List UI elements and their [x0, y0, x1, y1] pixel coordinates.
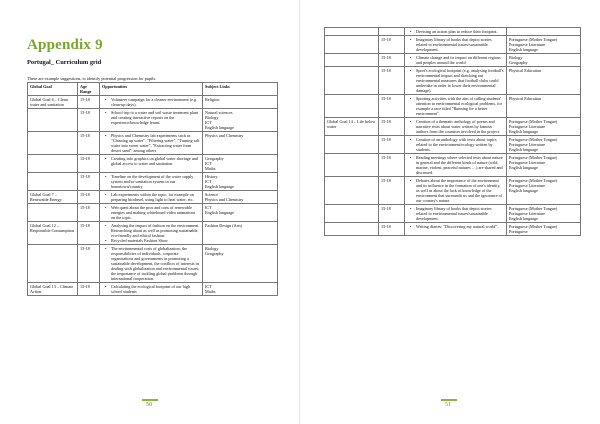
subject-link: English language [205, 125, 234, 130]
cell-global-goal: Global Goal 13 – Climate Action [28, 283, 78, 296]
opportunity-list [102, 133, 200, 153]
cell-subject-links [507, 118, 581, 136]
cell-opportunities [100, 204, 203, 222]
cell-age-range: 15-18 [379, 67, 405, 95]
subject-link: Physical Education [509, 96, 542, 101]
subject-link: English language [205, 184, 234, 189]
opportunity-item: • Imaginary library of books that depict stories related to environmental issues/sustainable development. [416, 206, 504, 221]
cell-global-goal: Global Goal 7 – Renewable Energy [28, 191, 78, 204]
cell-opportunities [100, 245, 203, 283]
opportunity-list [102, 192, 200, 202]
appendix-title: Appendix 9 [27, 37, 103, 53]
opportunity-list [102, 223, 200, 243]
opportunity-item: • Physics and Chemistry lab experiments such as "Cleaning up water", "Filtering water", "Turning salt water into sweet water", "Extracting water from desert sand", among others [111, 133, 200, 153]
page-number-left: 50 [146, 402, 152, 408]
cell-global-goal [325, 95, 379, 118]
cell-subject-links [203, 222, 278, 245]
opportunity-list [407, 68, 504, 93]
opportunity-list [102, 97, 200, 107]
opportunity-item: • Sporting activities with the aim of calling students' attention to environmental ecological problems, for example a race titled "Running for a better environment". [416, 96, 504, 116]
cell-subject-links [507, 36, 581, 54]
table-row [325, 223, 581, 236]
cell-global-goal [28, 245, 78, 283]
cell-age-range: 15-18 [78, 245, 100, 283]
cell-subject-links [203, 245, 278, 283]
cell-subject-links [203, 191, 278, 204]
cell-global-goal [325, 67, 379, 95]
subject-link: Portuguese (Mother Tongue) [509, 155, 558, 160]
opportunity-list [102, 246, 200, 281]
subject-link: English language [509, 129, 538, 134]
cell-opportunities [405, 154, 507, 177]
cell-age-range [379, 28, 405, 36]
page-number-rule [142, 399, 158, 401]
cell-opportunities [100, 96, 203, 109]
table-row [28, 173, 278, 191]
cell-subject-links [507, 177, 581, 205]
subject-link: ICT [205, 120, 212, 125]
subject-link: History [205, 174, 218, 179]
subject-link: Portuguese Literature [509, 124, 546, 129]
curriculum-grid-subtitle: Portugal_ Curriculum grid [27, 59, 102, 66]
subject-link: Portuguese (Mother Tongue) [509, 137, 558, 142]
opportunity-item: • Imaginary library of books that depict stories related to environmental issues/sustainable development. [416, 37, 504, 52]
cell-subject-links [507, 136, 581, 154]
opportunity-list [407, 96, 504, 116]
opportunity-list [407, 206, 504, 221]
subject-link: English language [205, 210, 234, 215]
subject-link: Biology [205, 115, 219, 120]
cell-subject-links [507, 67, 581, 95]
subject-link: Fashion Design (Arts) [205, 223, 243, 228]
cell-opportunities [405, 28, 507, 36]
opportunity-item: • Calculating the ecological footprint of our high school students [111, 284, 200, 294]
table-row [28, 283, 278, 296]
subject-link: Portuguese Literature [509, 160, 546, 165]
table-row [28, 204, 278, 222]
cell-subject-links [507, 223, 581, 236]
cell-age-range: 15-18 [78, 191, 100, 204]
subject-link: Physics and Chemistry [205, 197, 244, 202]
cell-subject-links [203, 173, 278, 191]
opportunity-item: • The environmental costs of globalization; the responsibilities of individuals, corporate organisations and governments in promoting a sustainable development, the conflicts of interests in dealing with globalization and environmental issues; the importance of tackling global problems through international cooperation. [111, 246, 200, 281]
subject-link: ICT [205, 161, 212, 166]
opportunity-item: • Creation of an anthology with texts about topics related to the environment/ecology written by students. [416, 137, 504, 152]
cell-subject-links [203, 283, 278, 296]
subject-link: Portuguese Literature [509, 211, 546, 216]
cell-opportunities [405, 205, 507, 223]
table-header-row [28, 83, 278, 96]
opportunity-item: • Web quest about the pros and cons of renewable energies and making whiteboard video animations on the topic. [111, 205, 200, 220]
cell-age-range: 15-18 [379, 223, 405, 236]
opportunity-item: • Reading meetings where selected texts about nature in general and the different kinds of nature (wild, marine, violent, peaceful natures …) are shared and discussed. [416, 155, 504, 175]
cell-age-range: 15-18 [379, 154, 405, 177]
table-row [325, 154, 581, 177]
opportunity-list [102, 205, 200, 220]
opportunity-list [407, 55, 504, 65]
table-row [325, 136, 581, 154]
opportunity-item: • Recycled materials Fashion Show [111, 238, 200, 243]
table-row [325, 205, 581, 223]
cell-opportunities [100, 132, 203, 155]
subject-link: Portuguese (Mother Tongue) [509, 224, 558, 229]
cell-age-range: 15-18 [78, 96, 100, 109]
cell-subject-links [203, 155, 278, 173]
cell-age-range: 15-18 [78, 132, 100, 155]
opportunity-item: • Analysing the impact of fashion on the environment. Researching about as well as promoting sustainable, eco-friendly and ethical fashion. [111, 223, 200, 238]
subject-link: English language [509, 165, 538, 170]
cell-subject-links [507, 54, 581, 67]
subject-link: Biology [205, 246, 219, 251]
subject-link: Geography [509, 60, 528, 65]
opportunity-item: • Creation of a thematic anthology of poems and narrative texts about water written by famous authors from the countries involved in the project. [416, 119, 504, 134]
cell-global-goal [325, 205, 379, 223]
cell-age-range: 15-18 [379, 136, 405, 154]
opportunity-item: • Creating info graphics on global water shortage and global access to water and sanitation. [111, 156, 200, 166]
cell-opportunities [100, 191, 203, 204]
subject-link: ICT [205, 179, 212, 184]
opportunity-item: • Timeline on the development of the water supply system and/or sanitation system in our hometown/country [111, 174, 200, 189]
curriculum-table-left [27, 82, 278, 296]
cell-opportunities [100, 173, 203, 191]
subject-link: Geography [205, 251, 224, 256]
opportunity-list [407, 29, 504, 34]
cell-age-range: 15-18 [78, 283, 100, 296]
cell-age-range: 15-18 [78, 204, 100, 222]
header-age-range: Age Range [78, 83, 100, 96]
cell-age-range: 15-18 [379, 95, 405, 118]
subject-link: Biology [509, 55, 523, 60]
subject-link: Natural sciences [205, 110, 233, 115]
opportunity-list [102, 174, 200, 189]
table-row [28, 222, 278, 245]
table-row [28, 132, 278, 155]
subject-link: Science [205, 192, 219, 197]
opportunity-list [102, 110, 200, 125]
subject-link: Portuguese (Mother Tongue) [509, 206, 558, 211]
cell-opportunities [405, 177, 507, 205]
subject-link: ICT [205, 205, 212, 210]
cell-subject-links [507, 95, 581, 118]
cell-subject-links [203, 96, 278, 109]
header-subject-links: Subject Links [203, 83, 278, 96]
cell-global-goal: Global Goal 6 – Clean water and sanitation [28, 96, 78, 109]
cell-opportunities [405, 54, 507, 67]
table-row [28, 96, 278, 109]
opportunity-list [407, 155, 504, 175]
cell-global-goal [325, 177, 379, 205]
subject-link: Portuguese [509, 229, 528, 234]
table-row [325, 118, 581, 136]
cell-subject-links [203, 132, 278, 155]
page-number-rule [441, 399, 457, 401]
cell-opportunities [405, 95, 507, 118]
page-number-right: 51 [445, 402, 451, 408]
subject-link: Portuguese Literature [509, 183, 546, 188]
cell-global-goal [325, 36, 379, 54]
table-row [325, 95, 581, 118]
opportunity-list [407, 178, 504, 203]
opportunity-list [102, 284, 200, 294]
subject-link: English language [509, 47, 538, 52]
cell-age-range: 15-18 [379, 54, 405, 67]
cell-global-goal [28, 132, 78, 155]
table-row [28, 109, 278, 132]
cell-age-range: 15-18 [78, 222, 100, 245]
subject-link: Portuguese Literature [509, 42, 546, 47]
cell-opportunities [405, 136, 507, 154]
table-row [325, 54, 581, 67]
cell-opportunities [100, 155, 203, 173]
cell-opportunities [405, 67, 507, 95]
cell-opportunities [100, 109, 203, 132]
header-global-goal: Global Goal [28, 83, 78, 96]
cell-global-goal [325, 136, 379, 154]
opportunity-list [407, 224, 504, 229]
opportunity-item: • School trip to a water and soil waste treatment plant and creating interactive reports on the experience/knowledge learnt. [111, 110, 200, 125]
cell-global-goal [28, 173, 78, 191]
cell-age-range: 15-18 [78, 155, 100, 173]
cell-age-range: 15-18 [379, 118, 405, 136]
opportunity-list [407, 137, 504, 152]
table-row [325, 28, 581, 36]
table-row [325, 67, 581, 95]
cell-subject-links [203, 204, 278, 222]
subject-link: Maths [205, 289, 216, 294]
subject-link: English language [509, 216, 538, 221]
opportunity-item: • Volunteer campaign for a cleaner environment (e.g. clean-up days). [111, 97, 200, 107]
opportunity-item: • Debates about the importance of the environment and its influence in the formation of one's identity, as well as about the lack of knowledge of the environment that surrounds us and the ignorance of our country's nature. [416, 178, 504, 203]
cell-age-range: 15-18 [78, 173, 100, 191]
cell-global-goal [28, 155, 78, 173]
header-opportunities: Opportunities [100, 83, 203, 96]
cell-global-goal [28, 109, 78, 132]
opportunity-item: • Lab experiments within the topic, for example on preparing biodiesel, using light to heat water, etc. [111, 192, 200, 202]
cell-age-range: 15-18 [78, 109, 100, 132]
subject-link: ICT [205, 284, 212, 289]
subject-link: Religion [205, 97, 220, 102]
cell-global-goal [28, 204, 78, 222]
subject-link: Physics and Chemistry [205, 133, 244, 138]
intro-text: These are example suggestions, to identify potential progression for pupils. [27, 76, 157, 81]
right-page [300, 0, 600, 424]
cell-global-goal [325, 154, 379, 177]
cell-age-range: 15-18 [379, 205, 405, 223]
subject-link: Maths [205, 166, 216, 171]
cell-opportunities [405, 36, 507, 54]
subject-link: Portuguese (Mother Tongue) [509, 178, 558, 183]
subject-link: Portuguese (Mother Tongue) [509, 119, 558, 124]
table-row [28, 155, 278, 173]
cell-global-goal [325, 54, 379, 67]
opportunity-list [407, 37, 504, 52]
subject-link: Portuguese (Mother Tongue) [509, 37, 558, 42]
subject-link: Physical Education [509, 68, 542, 73]
opportunity-list [102, 156, 200, 166]
cell-opportunities [405, 223, 507, 236]
subject-link: English language [509, 188, 538, 193]
curriculum-table-right [324, 27, 581, 236]
cell-age-range: 15-18 [379, 177, 405, 205]
subject-link: English language [509, 147, 538, 152]
subject-link: Portuguese Literature [509, 142, 546, 147]
cell-subject-links [507, 28, 581, 36]
cell-global-goal: Global Goal 12 – Responsible Consumption [28, 222, 78, 245]
cell-global-goal [325, 28, 379, 36]
table-row [325, 36, 581, 54]
cell-global-goal [325, 223, 379, 236]
opportunity-list [407, 119, 504, 134]
table-row [28, 245, 278, 283]
opportunity-item: • Writing diaries: "Discovering my natural world". [416, 224, 504, 229]
cell-global-goal: Global Goal 14 – Life below water [325, 118, 379, 136]
cell-subject-links [507, 154, 581, 177]
cell-subject-links [507, 205, 581, 223]
opportunity-item: • Devising an action plan to reduce their footprint. [416, 29, 504, 34]
opportunity-item: • Sport's ecological footprint (e.g. analysing football's environmental impact and sketching out environmental measures that football clubs could undertake in order to lower their environmental damage). [416, 68, 504, 93]
cell-opportunities [405, 118, 507, 136]
table-row [28, 191, 278, 204]
subject-link: Geography [205, 156, 224, 161]
cell-subject-links [203, 109, 278, 132]
cell-opportunities [100, 283, 203, 296]
table-row [325, 177, 581, 205]
cell-opportunities [100, 222, 203, 245]
cell-age-range: 15-18 [379, 36, 405, 54]
opportunity-item: • Climate change and its impact on different regions and peoples around the world [416, 55, 504, 65]
